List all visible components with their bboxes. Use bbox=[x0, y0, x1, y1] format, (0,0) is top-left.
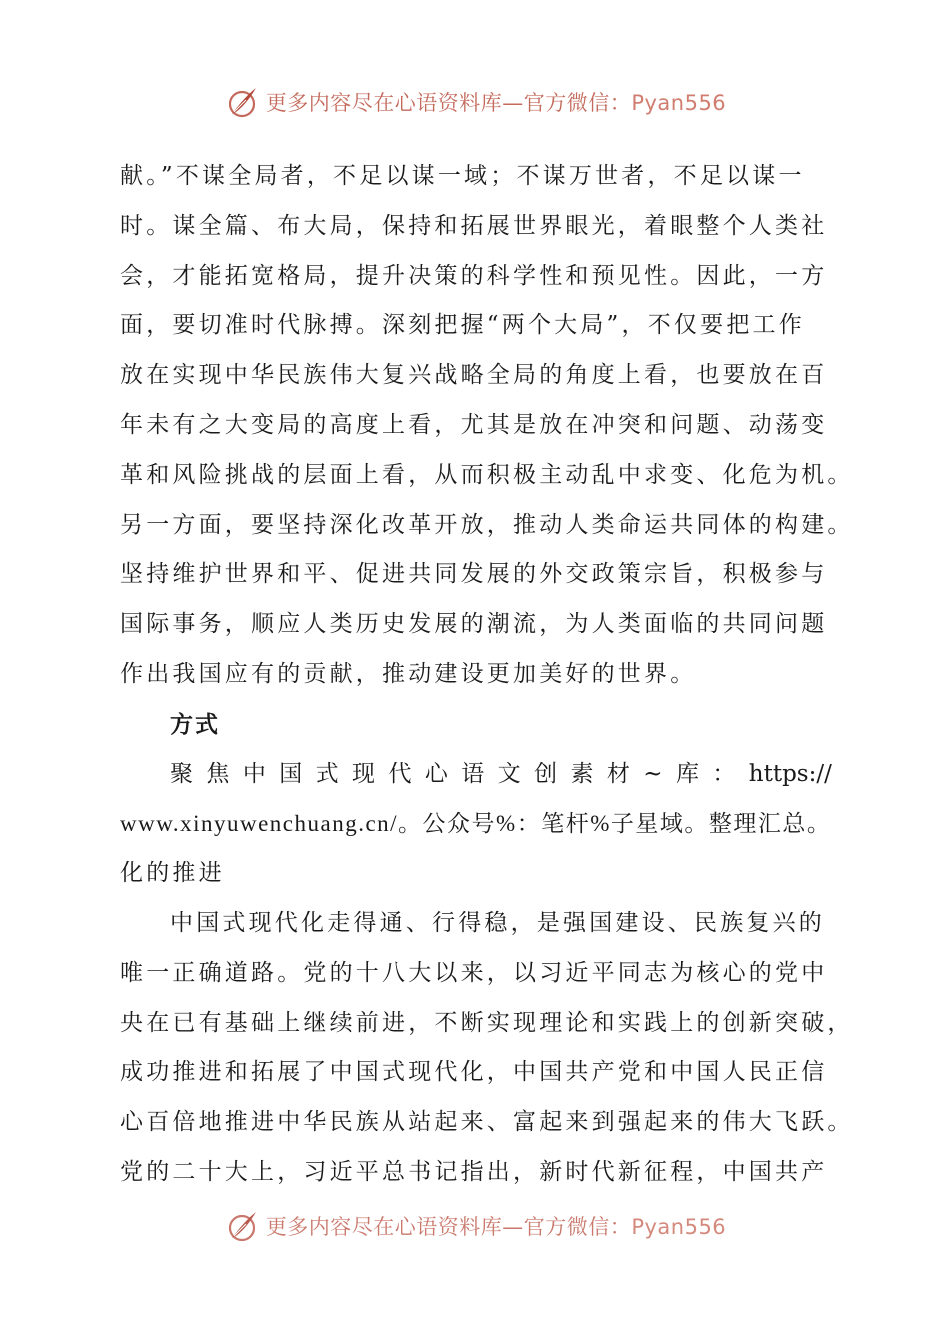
section-heading: 方式 bbox=[170, 710, 220, 738]
body-line: 面，要切准时代脉搏。深刻把握“两个大局”，不仅要把工作 bbox=[120, 312, 805, 339]
ad-char: 聚 bbox=[170, 760, 193, 787]
ad-char: 代 bbox=[388, 760, 412, 787]
ad-url-start[interactable]: https:// bbox=[748, 760, 832, 787]
ad-char: 库 bbox=[675, 760, 699, 787]
ad-char: 语 bbox=[461, 760, 485, 787]
body-line: 央在已有基础上继续前进，不断实现理论和实践上的创新突破， bbox=[120, 1009, 854, 1036]
footer-watermark-text: 更多内容尽在心语资料库—官方微信：Pyan556 bbox=[265, 1215, 727, 1239]
ad-line bbox=[120, 750, 832, 800]
ad-char: 心 bbox=[424, 760, 448, 787]
body-line: 革和风险挑战的层面上看，从而积极主动乱中求变、化危为机。 bbox=[120, 461, 854, 488]
ad-char: 文 bbox=[497, 760, 521, 787]
body-line: 放在实现中华民族伟大复兴战略全局的角度上看，也要放在百 bbox=[120, 362, 828, 389]
quill-pen-logo-icon bbox=[224, 84, 260, 120]
ad-char: 国 bbox=[279, 760, 303, 787]
ad-char: 素 bbox=[570, 760, 594, 787]
ad-char: ~ bbox=[643, 760, 663, 787]
page-header-watermark bbox=[0, 82, 950, 122]
body-line: 年未有之大变局的高度上看，尤其是放在冲突和问题、动荡变 bbox=[120, 411, 828, 438]
document-body bbox=[120, 152, 854, 1198]
body-line: 成功推进和拓展了中国式现代化，中国共产党和中国人民正信 bbox=[120, 1059, 828, 1086]
ad-char: 中 bbox=[242, 760, 266, 787]
body-line: 化的推进 bbox=[120, 860, 225, 887]
body-line: 献。”不谋全局者，不足以谋一域；不谋万世者，不足以谋一 bbox=[120, 163, 805, 189]
body-line: 国际事务，顺应人类历史发展的潮流，为人类面临的共同问题 bbox=[120, 611, 828, 638]
body-line: 时。谋全篇、布大局，保持和拓展世界眼光，着眼整个人类社 bbox=[120, 212, 828, 239]
body-line: 党的二十大上，习近平总书记指出，新时代新征程，中国共产 bbox=[120, 1158, 828, 1185]
ad-char: 材 bbox=[606, 760, 630, 787]
page-footer-watermark bbox=[0, 1206, 950, 1246]
ad-char: 创 bbox=[534, 760, 558, 787]
body-line: 另一方面，要坚持深化改革开放，推动人类命运共同体的构建。 bbox=[120, 511, 854, 538]
body-line: 会，才能拓宽格局，提升决策的科学性和预见性。因此，一方 bbox=[120, 262, 828, 289]
body-line: 作出我国应有的贡献，推动建设更加美好的世界。 bbox=[120, 660, 697, 687]
footer-wechat-id: Pyan556 bbox=[631, 1215, 727, 1239]
quill-pen-logo-icon bbox=[224, 1208, 260, 1244]
ad-char: 现 bbox=[352, 760, 376, 787]
body-line: 唯一正确道路。党的十八大以来，以习近平同志为核心的党中 bbox=[120, 959, 828, 986]
ad-char: 焦 bbox=[206, 760, 230, 787]
ad-char: 式 bbox=[315, 760, 339, 787]
header-wechat-id: Pyan556 bbox=[631, 91, 727, 115]
ad-char: ： bbox=[712, 760, 736, 787]
body-line: 中国式现代化走得通、行得稳，是强国建设、民族复兴的 bbox=[170, 909, 825, 936]
url-line[interactable]: www.xinyuwenchuang.cn/。公众号%：笔杆%子星域。整理汇总。 bbox=[120, 811, 832, 837]
body-line: 坚持维护世界和平、促进共同发展的外交政策宗旨，积极参与 bbox=[120, 561, 828, 588]
body-line: 心百倍地推进中华民族从站起来、富起来到强起来的伟大飞跃。 bbox=[120, 1109, 854, 1136]
header-watermark-text: 更多内容尽在心语资料库—官方微信：Pyan556 bbox=[265, 91, 727, 115]
